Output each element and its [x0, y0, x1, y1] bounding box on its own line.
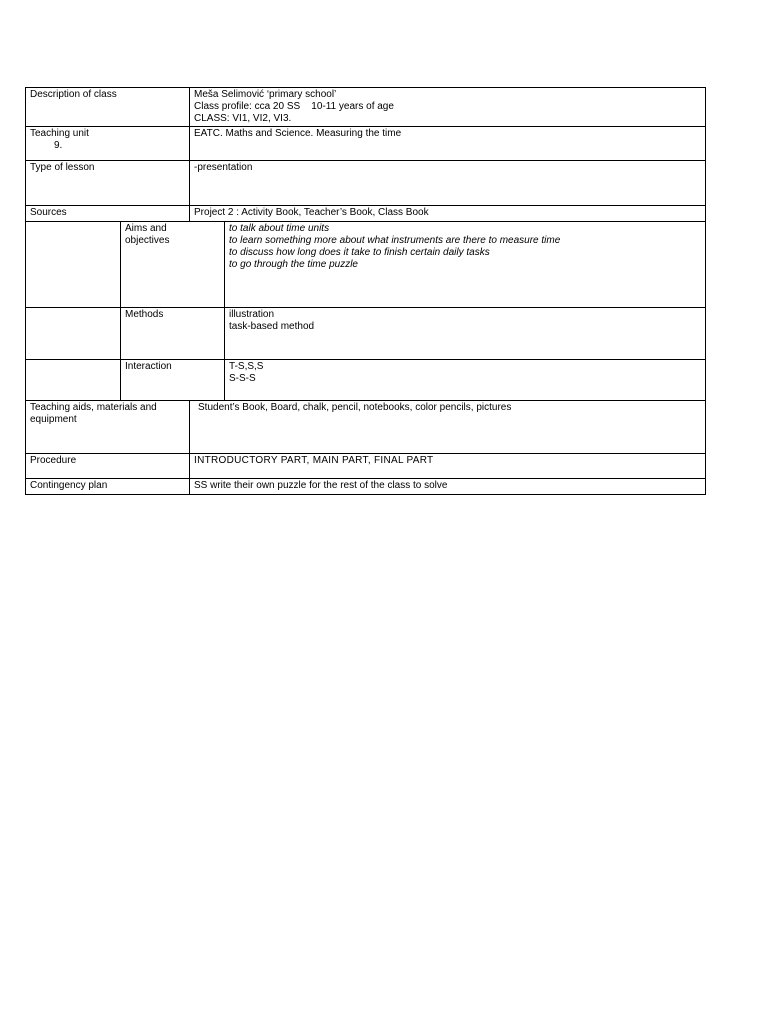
- teaching-aids-label-cell: [26, 401, 190, 454]
- teaching-aids-value: Student’s Book, Board, chalk, pencil, notebooks, color pencils, pictures: [198, 402, 512, 413]
- teaching-unit-value: EATC. Maths and Science. Measuring the time: [194, 128, 402, 139]
- procedure-label: Procedure: [30, 455, 77, 466]
- aims-line-2: to learn something more about what instruments are there to measure time: [229, 235, 561, 246]
- row-sources: [26, 206, 706, 222]
- description-label: Description of class: [30, 89, 117, 100]
- type-of-lesson-label: Type of lesson: [30, 162, 95, 173]
- description-label-cell: [26, 88, 190, 127]
- methods-label-cell: [121, 308, 225, 360]
- description-value-cell: [190, 88, 706, 127]
- interaction-empty-cell: [26, 360, 121, 401]
- type-of-lesson-label-cell: [26, 161, 190, 206]
- lesson-plan-table: [25, 87, 706, 495]
- type-of-lesson-value: -presentation: [194, 162, 253, 173]
- aims-label-line2: objectives: [125, 235, 170, 246]
- interaction-label-cell: [121, 360, 225, 401]
- row-methods: [26, 308, 706, 360]
- teaching-aids-value-cell: [190, 401, 706, 454]
- row-interaction: [26, 360, 706, 401]
- contingency-label-cell: [26, 479, 190, 495]
- description-line-profile: Class profile: cca 20 SS 10-11 years of age: [194, 101, 394, 112]
- sources-value: Project 2 : Activity Book, Teacher’s Book, Class Book: [194, 207, 429, 218]
- contingency-label: Contingency plan: [30, 480, 108, 491]
- teaching-unit-number: 9.: [54, 140, 63, 151]
- procedure-label-cell: [26, 454, 190, 479]
- procedure-value-cell: [190, 454, 706, 479]
- interaction-label: Interaction: [125, 361, 172, 372]
- methods-line-1: illustration: [229, 309, 275, 320]
- row-type-of-lesson: [26, 161, 706, 206]
- sources-label: Sources: [30, 207, 67, 218]
- interaction-line-2: S-S-S: [229, 373, 256, 384]
- teaching-aids-label-line1: Teaching aids, materials and: [30, 402, 157, 413]
- teaching-aids-label-line2: equipment: [30, 414, 77, 425]
- contingency-value: SS write their own puzzle for the rest of the class to solve: [194, 480, 448, 491]
- row-aims: [26, 222, 706, 308]
- description-line-class: CLASS: VI1, VI2, VI3.: [194, 113, 292, 124]
- row-contingency: [26, 479, 706, 495]
- aims-label-line1: Aims and: [125, 223, 167, 234]
- description-line-school: Meša Selimović ‘primary school’: [194, 89, 337, 100]
- methods-value-cell: [225, 308, 706, 360]
- type-of-lesson-value-cell: [190, 161, 706, 206]
- sources-value-cell: [190, 206, 706, 222]
- row-teaching-aids: [26, 401, 706, 454]
- methods-empty-cell: [26, 308, 121, 360]
- row-procedure: [26, 454, 706, 479]
- sources-label-cell: [26, 206, 190, 222]
- methods-label: Methods: [125, 309, 164, 320]
- teaching-unit-label: Teaching unit: [30, 128, 89, 139]
- procedure-value: INTRODUCTORY PART, MAIN PART, FINAL PART: [194, 455, 434, 466]
- interaction-value-cell: [225, 360, 706, 401]
- aims-line-4: to go through the time puzzle: [229, 259, 358, 270]
- aims-value-cell: [225, 222, 706, 308]
- aims-line-1: to talk about time units: [229, 223, 330, 234]
- aims-label-cell: [121, 222, 225, 308]
- row-description: [26, 88, 706, 127]
- aims-empty-cell: [26, 222, 121, 308]
- row-teaching-unit: [26, 127, 706, 161]
- aims-line-3: to discuss how long does it take to finish certain daily tasks: [229, 247, 490, 258]
- teaching-unit-value-cell: [190, 127, 706, 161]
- teaching-unit-label-cell: [26, 127, 190, 161]
- contingency-value-cell: [190, 479, 706, 495]
- interaction-line-1: T-S,S,S: [229, 361, 264, 372]
- methods-line-2: task-based method: [229, 321, 315, 332]
